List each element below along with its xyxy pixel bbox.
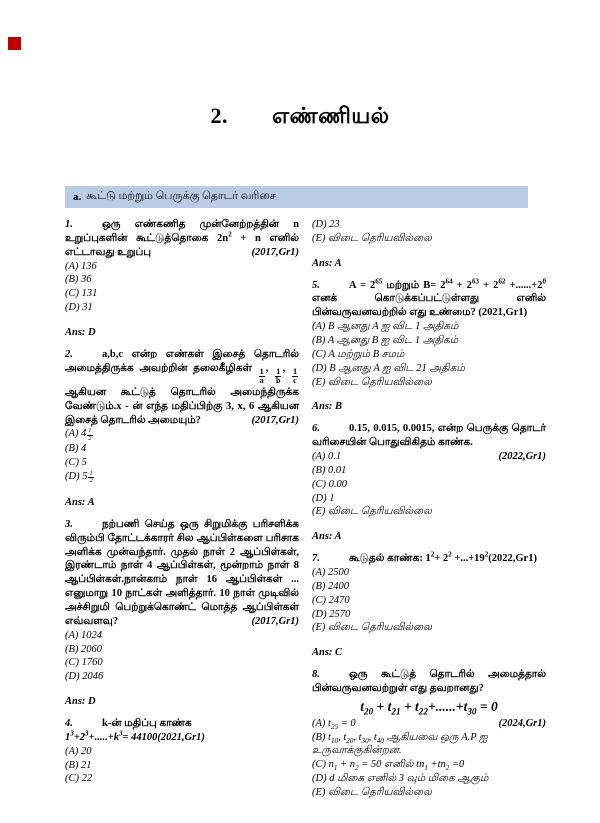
option-line <box>65 273 299 287</box>
option-text: (D) B ஆனது A ஐ விட 21 அதிகம் <box>312 362 465 374</box>
option-text: (C) $n_1 + n_2 = 50$ எனில் $tn_1 +tn_2 =0$ <box>312 759 465 773</box>
question-ref: (2017,Gr1) <box>251 246 299 258</box>
option-ref: (2022,Gr1) <box>498 451 546 463</box>
option-line <box>312 758 546 772</box>
option-text: (D) 2570 <box>312 608 351 620</box>
option-text: (B) 2060 <box>65 643 103 655</box>
formula-line: $1^3+2^3+.....+k^3= 44100(2021,Gr1)$ <box>65 729 205 743</box>
option-line <box>65 772 299 786</box>
option-line <box>65 759 299 773</box>
question-number: 3. <box>65 518 73 530</box>
chapter-title <box>0 103 600 132</box>
question-number: 7. <box>312 553 320 565</box>
option-text: (A) 4 $^{\frac{1}{2}}$ <box>65 426 92 442</box>
question-block <box>65 717 299 786</box>
section-label: கூட்டு மற்றும் பெருக்கு தொடர் வரிசை <box>86 190 276 202</box>
option-line <box>65 287 299 301</box>
question-text: 7. கூடுதல் காண்க: $1^2+ 2^2 +...+19^2(2022,Gr1)$ <box>312 550 537 565</box>
question-block <box>65 518 299 709</box>
option-line <box>312 731 546 759</box>
answer-line: Ans: D <box>65 327 96 339</box>
option-text: (B) 36 <box>65 274 92 286</box>
answer-line: Ans: A <box>65 497 95 509</box>
option-line <box>312 218 546 232</box>
option-text: (C) 22 <box>65 773 93 785</box>
option-line <box>65 301 299 315</box>
question-text: 3. நற்பணி செய்த ஒரு சிறுமிக்கு பரிசளிக்க விரும்பி தோட்டக்காரர் சில ஆப்பிள்களை பரிசாக அளிக்க முன்வந்தார். முதல் நாள் 2 ஆப்பிள்கள், இரண்டாம் நாள் 4 ஆப்பிள்கள், மூன்றாம் நாள் 8 ஆப்பிள்கள்.நான்காம் நாள் 16 ஆப்பிள்கள் ... எனுமாறு 10 நாட்கள் அளித்தார். 10 நாள் முடிவில் அச்சிறுமி பெற்றுக்கொண்ட் மொத்த ஆப்பிள்கள் எவ்வளவு? (2017,Gr1) <box>65 518 299 627</box>
option-line <box>65 670 299 684</box>
content-columns <box>65 218 546 801</box>
answer-line: Ans: B <box>312 401 343 413</box>
question-number: 6. <box>312 423 320 435</box>
option-line <box>312 464 546 478</box>
option-text: (D) 2046 <box>65 671 104 683</box>
question-number: 4. <box>65 718 73 730</box>
option-text: (C) A மற்றும் B சமம் <box>312 348 405 360</box>
question-number: 5. <box>312 279 320 291</box>
option-line <box>312 505 546 519</box>
answer-line: Ans: A <box>312 257 342 269</box>
question-block <box>312 422 546 544</box>
option-text: (A) $t_{25} = 0$ <box>312 717 356 731</box>
option-text: (E) விடை தெரியவில்லை <box>312 376 432 388</box>
chapter-name: எண்ணியல் <box>271 103 390 128</box>
option-line <box>312 594 546 608</box>
option-line <box>312 232 546 246</box>
option-text: (B) 4 <box>65 443 87 455</box>
option-line <box>312 580 546 594</box>
option-line <box>312 450 546 464</box>
option-text: (B) A ஆனது B ஐ விட 1 அதிகம் <box>312 335 459 347</box>
red-marker <box>8 37 21 50</box>
option-line <box>312 492 546 506</box>
option-text: (E) விடை தெரியவில்லை <box>312 622 432 634</box>
section-header-bar <box>65 186 528 208</box>
option-line <box>312 478 546 492</box>
option-line <box>65 745 299 759</box>
option-text: (B) 21 <box>65 759 92 771</box>
left-column <box>65 218 299 787</box>
option-text: (E) விடை தெரியவில்லை <box>312 506 432 518</box>
option-text: (C) 131 <box>65 288 98 300</box>
question-number: 8. <box>312 669 320 681</box>
option-line <box>312 608 546 622</box>
option-text: (A) B ஆனது A ஐ விட 1 அதிகம் <box>312 321 459 333</box>
answer-line: Ans: D <box>65 696 96 708</box>
option-text: (A) 0.1 <box>312 451 342 463</box>
option-text: (D) 31 <box>65 302 93 314</box>
option-text: (D) 1 <box>312 492 335 504</box>
option-line <box>312 717 546 731</box>
option-line <box>65 656 299 670</box>
question-ref: (2017,Gr1) <box>251 615 299 627</box>
option-text: (A) 136 <box>65 260 97 272</box>
option-text: (A) 20 <box>65 745 92 757</box>
option-text: (D) 5 $^{\frac{1}{2}}$ <box>65 469 93 485</box>
option-line <box>65 470 299 485</box>
question-ref: (2017,Gr1) <box>251 414 299 426</box>
option-ref: (2024,Gr1) <box>498 717 546 729</box>
question-text: 8. ஒரு கூட்டுத் தொடரில் அமைத்தால் பின்வருவனவற்றுள் எது தவறானது? <box>312 669 546 695</box>
chapter-number: 2. <box>210 103 228 128</box>
option-text: (C) 1760 <box>65 657 103 669</box>
option-text: (E) விடை தெரியவில்லை <box>312 787 432 799</box>
answer-line: Ans: C <box>312 647 343 659</box>
option-text: (B) $t_{10}$, $t_{20}$, $t_{30}$, $t_{40}$ ஆகியவை ஒரு A.P ஐ உருவாக்குகின்றன. <box>312 731 488 757</box>
option-line <box>65 456 299 470</box>
option-line <box>312 772 546 786</box>
question-block <box>65 218 299 340</box>
option-line <box>312 348 546 362</box>
right-column <box>312 218 546 801</box>
question-block <box>312 668 546 800</box>
question-number: 2. <box>65 348 73 360</box>
option-text: (C) 5 <box>65 457 87 469</box>
option-text: (D) d மிகை எனில் 3 வும் மிகை ஆகும் <box>312 773 489 785</box>
option-line <box>312 786 546 800</box>
formula-line: $t_{20} + t_{21} + t_{22}+......+t_{30} = 0$ <box>360 698 498 717</box>
option-line <box>312 320 546 334</box>
question-text: 6. 0.15, 0.015, 0.0015, என்ற பெருக்கு தொடர் வரிசையின் பொதுவிகிதம் காண்க. <box>312 423 546 449</box>
question-text: 4. k-ன் மதிப்பு காண்க <box>65 718 192 730</box>
option-line <box>312 621 546 635</box>
option-line <box>312 334 546 348</box>
question-text: 2. a,b,c என்ற எண்கள் இசைத் தொடரில் அமைத்திருக்க அவற்றின் தலைகீழிகள் $\frac{1}{a}$ , $\frac{1}{b}$ , $\frac{1}{c}$ ஆகியன கூட்டுத் தொடரில் அமைந்திருக்க வேண்டும்.x - ன் எந்த மதிப்பிற்கு 3, x, 6 ஆகியன இசைத் தொடரில் அமையும்? (2017,Gr1) <box>65 348 299 426</box>
option-text: (C) 2470 <box>312 594 350 606</box>
question-block <box>312 279 546 415</box>
option-line <box>312 362 546 376</box>
section-prefix: a. <box>73 191 82 203</box>
question-number: 1. <box>65 219 73 230</box>
question-block <box>312 552 546 660</box>
option-text: (D) 23 <box>312 219 340 230</box>
option-line <box>65 629 299 643</box>
option-line <box>65 260 299 274</box>
option-text: (A) 1024 <box>65 629 103 641</box>
option-text: (B) 0.01 <box>312 464 347 476</box>
question-text: 1. ஒரு எண்கணித முன்னேற்றத்தின் n உறுப்புகளின் கூட்டுத்தொகை $2n^2 + n$ எனில் எட்டாவது உறுப்பு (2017,Gr1) <box>65 219 299 258</box>
question-block <box>65 348 299 510</box>
option-text: (C) 0.00 <box>312 478 347 490</box>
option-line <box>312 566 546 580</box>
option-line <box>65 427 299 442</box>
option-text: (B) 2400 <box>312 580 350 592</box>
question-text: 5. $A = 2^{65}$ மற்றும் $B= 2^{64} + 2^{63} + 2^{62} +......+2^0$ எனக் கொடுக்கப்பட்டுள்ளது எனில் பின்வருவனவற்றில் எது உண்மை? (2021,Gr1) <box>312 277 547 319</box>
option-text: (E) விடை தெரியவில்லை <box>312 232 432 244</box>
option-text: (A) 2500 <box>312 567 350 579</box>
option-line <box>312 376 546 390</box>
question-block <box>312 218 546 271</box>
option-line <box>65 643 299 657</box>
answer-line: Ans: A <box>312 531 342 543</box>
option-line <box>65 442 299 456</box>
